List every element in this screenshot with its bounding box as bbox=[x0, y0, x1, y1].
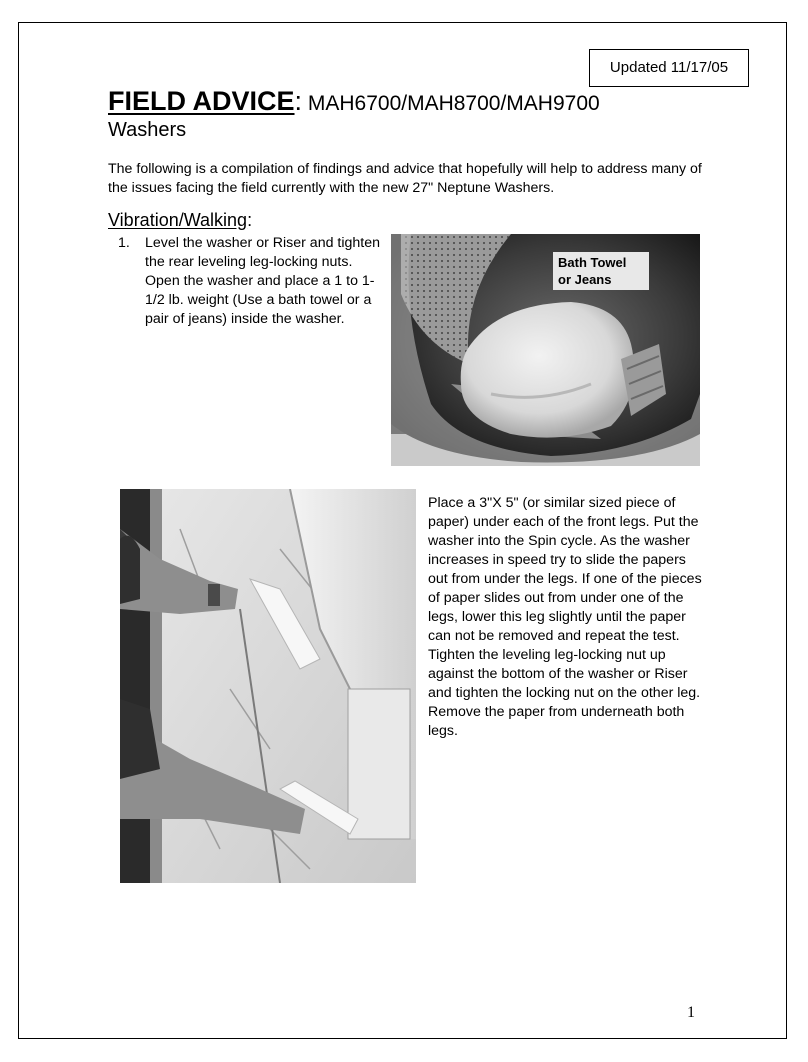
page-subtitle: Washers bbox=[108, 119, 187, 141]
section-heading bbox=[108, 210, 252, 231]
title-field-advice: FIELD ADVICE bbox=[108, 86, 295, 116]
step-1-number: 1. bbox=[118, 235, 130, 251]
page-number: 1 bbox=[687, 1004, 695, 1021]
intro-paragraph: The following is a compilation of findings and advice that hopefully will help to address many of the issues facing the field currently with the new 27" Neptune Washers. bbox=[108, 161, 702, 196]
title-models: MAH6700/MAH8700/MAH9700 bbox=[302, 92, 600, 115]
section-heading-text: Vibration/Walking bbox=[108, 210, 248, 230]
section-heading-colon: : bbox=[247, 210, 253, 230]
updated-date-box: Updated 11/17/05 bbox=[589, 49, 749, 87]
title-colon: : bbox=[294, 86, 303, 116]
photo-label-line2: or Jeans bbox=[558, 272, 612, 287]
photo-label-line1: Bath Towel bbox=[558, 255, 627, 270]
step-1-text: Level the washer or Riser and tighten the rear leveling leg-locking nuts. Open the washer and place a 1 to 1-1/2 lb. weight (Use a bath towel or a pair of jeans) inside the washer. bbox=[145, 235, 381, 327]
page-title bbox=[108, 86, 600, 117]
washer-drum-photo bbox=[391, 234, 700, 466]
paper-under-legs-photo bbox=[120, 489, 416, 883]
step-1 bbox=[118, 234, 386, 329]
paper-test-paragraph: Place a 3"X 5" (or similar sized piece of paper) under each of the front legs. Put the washer into the Spin cycle. As the washer increases in speed try to slide the papers out from under the legs. If one of the pieces of paper slides out from under one of the legs, lower this leg slightly until the paper can not be removed and repeat the test. Tighten the leveling leg-locking nut up against the bottom of the washer or Riser and tighten the locking nut on the other leg. Remove the paper from underneath both legs. bbox=[428, 495, 702, 739]
